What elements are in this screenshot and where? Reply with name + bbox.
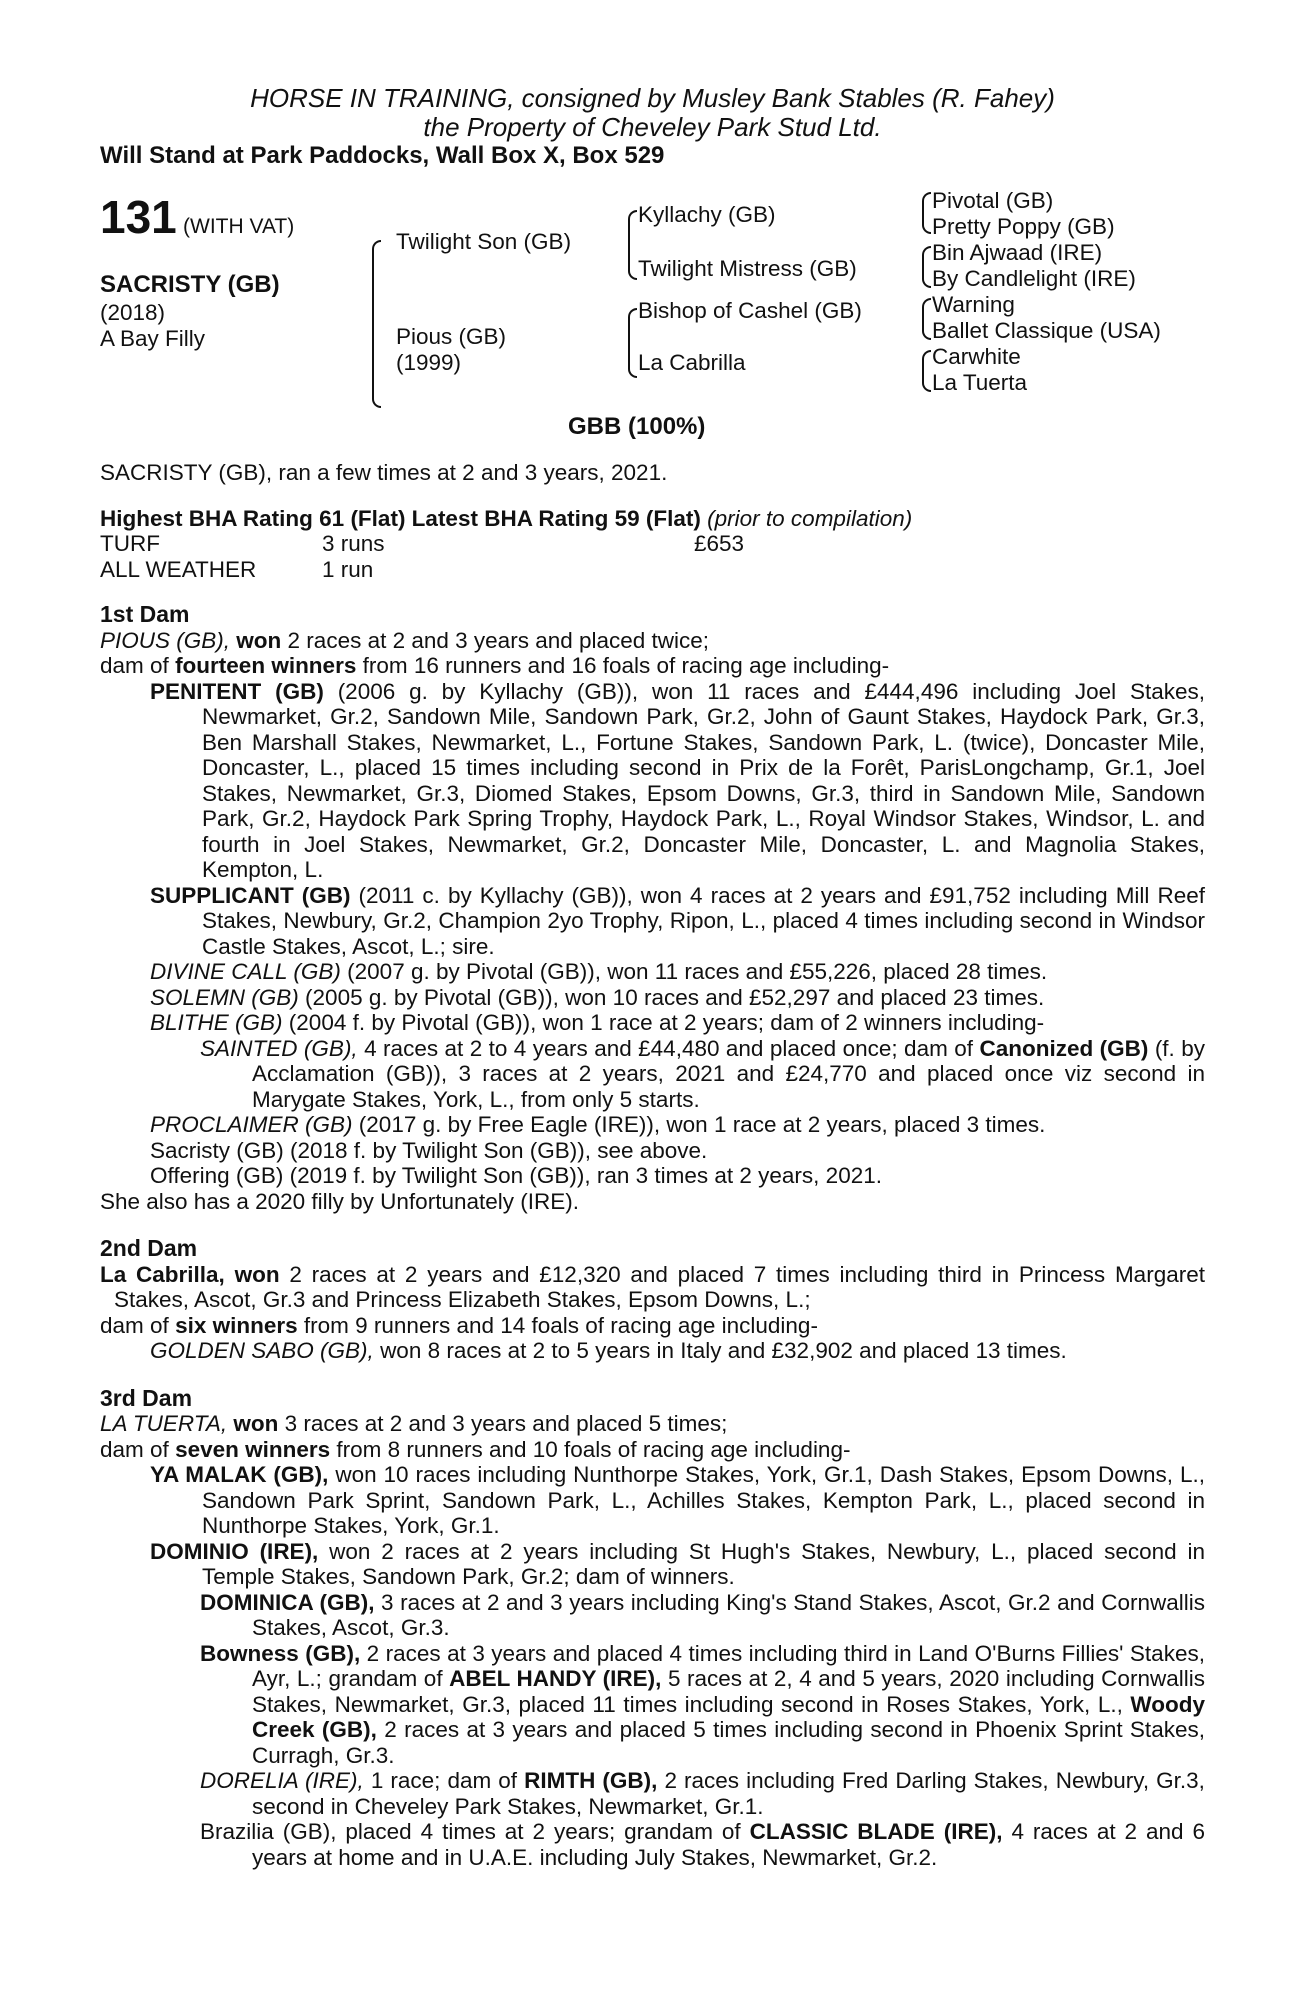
produce-entry: [100, 1590, 1205, 1641]
catalogue-page: [100, 84, 1205, 1870]
produce-record: 2 races at 3 years and placed 5 times including second in Phoenix Sprint Stakes, Curragh, Gr.3.: [252, 1717, 1205, 1768]
all-weather-runs: 1 run: [322, 556, 374, 582]
third-dam-section: [100, 1386, 1205, 1871]
produce-record: 2 races at 3 years and placed 4 times including third in Land O'Burns Fillies' Stakes, Ayr, L.; grandam of: [252, 1640, 1205, 1691]
sire-sire-dam: Pretty Poppy (GB): [932, 214, 1115, 239]
produce-record: (2011 c. by Kyllachy (GB)), won 4 races at 2 years and £91,752 including Mill Reef Stakes, Newbury, Gr.2, Champion 2yo Trophy, Ripon, L., placed 4 times including second in Windsor Castle Stakes, Ascot, L.; sire.: [202, 882, 1205, 959]
horse-year: (2018): [100, 300, 166, 325]
produce-entry: [100, 1462, 1205, 1539]
pedigree-bracket: [628, 210, 637, 280]
consignor-line: HORSE IN TRAINING, consigned by Musley Bank Stables (R. Fahey): [250, 83, 1055, 113]
produce-entry: [100, 1641, 1205, 1769]
produce-entry: [100, 985, 1205, 1011]
won-label: won: [233, 1411, 279, 1436]
produce-record: won 8 races at 2 to 5 years in Italy and £32,902 and placed 13 times.: [380, 1338, 1067, 1363]
horse-name: SACRISTY (GB): [100, 271, 280, 298]
sire-dam-dam: By Candlelight (IRE): [932, 266, 1136, 291]
all-weather-label: ALL WEATHER: [100, 556, 257, 582]
produce-record: won 2 races at 2 years including St Hugh's Stakes, Newbury, L., placed second in Temple Stakes, Sandown Park, Gr.2; dam of winners.: [202, 1538, 1205, 1589]
horse-name: RIMTH (GB),: [524, 1768, 658, 1793]
sire-sire: Kyllachy (GB): [638, 202, 776, 227]
dam-year: (1999): [396, 350, 462, 375]
bloodline-percentage: GBB (100%): [568, 413, 706, 440]
produce-prefix: dam of: [100, 1436, 169, 1462]
section-heading: 2nd Dam: [100, 1235, 198, 1261]
winners-count: fourteen winners: [175, 653, 357, 678]
produce-entry: [100, 883, 1205, 960]
horse-name: SUPPLICANT (GB): [150, 882, 351, 908]
produce-record: 3 races at 2 and 3 years including King's Stand Stakes, Ascot, Gr.2 and Cornwallis Stakes, Ascot, Gr.3.: [252, 1589, 1205, 1640]
horse-name: Bowness (GB),: [200, 1640, 361, 1666]
stand-line: Will Stand at Park Paddocks, Wall Box X, Box 529: [100, 142, 665, 169]
produce-record: (f. by Acclamation (GB)), 3 races at 2 years, 2021 and £24,770 and placed once viz second in Marygate Stakes, York, L., from only 5 starts.: [252, 1035, 1205, 1112]
section-heading: 3rd Dam: [100, 1384, 193, 1411]
dam-sire-sire: Warning: [932, 292, 1015, 317]
sire-dam: Twilight Mistress (GB): [638, 256, 857, 281]
produce-entry: [100, 1112, 1205, 1138]
produce-entry: [100, 1338, 1205, 1364]
horse-description: A Bay Filly: [100, 326, 206, 351]
property-line: the Property of Cheveley Park Stud Ltd.: [423, 112, 882, 142]
produce-record: 1 race; dam of: [370, 1768, 518, 1793]
horse-name: CLASSIC BLADE (IRE),: [749, 1819, 1003, 1844]
horse-name: DORELIA (IRE),: [200, 1768, 364, 1793]
pedigree-bracket: [922, 298, 931, 340]
won-label: won: [234, 1261, 280, 1287]
produce-summary: from 9 runners and 14 foals of racing age including-: [303, 1312, 818, 1338]
produce-record: (2005 g. by Pivotal (GB)), won 10 races and £52,297 and placed 23 times.: [305, 984, 1045, 1010]
sire-name: Twilight Son (GB): [396, 229, 572, 254]
sire-sire-sire: Pivotal (GB): [932, 188, 1054, 213]
produce-record: 5 races at 2, 4 and 5 years, 2020 including Cornwallis Stakes, Newmarket, Gr.3, placed 11 times including second in Roses Stakes, York, L.,: [252, 1666, 1205, 1717]
won-label: won: [236, 627, 282, 653]
rating-block: [100, 506, 1205, 583]
dam-sire: Bishop of Cashel (GB): [638, 298, 862, 323]
dam-sire-dam: Ballet Classique (USA): [932, 318, 1161, 343]
produce-record: won 10 races including Nunthorpe Stakes, York, Gr.1, Dash Stakes, Epsom Downs, L., Sandown Park Sprint, Sandown Park, L., Achilles Stakes, Kempton Park, L., placed second in Nunthorpe Stakes, York, Gr.1.: [202, 1462, 1205, 1538]
produce-record: (2017 g. by Free Eagle (IRE)), won 1 race at 2 years, placed 3 times.: [358, 1112, 1046, 1137]
lot-number-block: [100, 191, 295, 243]
horse-name: SAINTED (GB),: [200, 1035, 358, 1061]
produce-record: (2006 g. by Kyllachy (GB)), won 11 races and £444,496 including Joel Stakes, Newmarket, Gr.2, Sandown Mile, Sandown Park, Gr.2, John of Gaunt Stakes, Haydock Park, Gr.3, Ben Marshall Stakes, Newmarket, L., Fortune Stakes, Sandown Park, L. (twice), Doncaster Mile, Doncaster, L., placed 15 times including second in Prix de la Forêt, ParisLongchamp, Gr.1, Joel Stakes, Newmarket, Gr.3, Diomed Stakes, Epsom Downs, Gr.3, third in Sandown Mile, Sandown Park, Gr.2, Haydock Park Spring Trophy, Haydock Park, L., Royal Windsor Stakes, Windsor, L. and fourth in Joel Stakes, Newmarket, Gr.2, Doncaster Mile, Doncaster, L. and Magnolia Stakes, Kempton, L.: [202, 678, 1205, 882]
section-heading: 1st Dam: [100, 601, 190, 627]
horse-name: Canonized (GB): [979, 1035, 1149, 1061]
race-summary: SACRISTY (GB), ran a few times at 2 and 3 years, 2021.: [100, 460, 668, 485]
second-dam-section: [100, 1236, 1205, 1364]
produce-entry: [100, 1768, 1205, 1819]
dam-record: 2 races at 2 and 3 years and placed twice;: [287, 627, 710, 653]
dam-name: PIOUS (GB),: [100, 627, 231, 653]
produce-summary: from 16 runners and 16 foals of racing age including-: [362, 653, 890, 678]
pedigree-bracket: [922, 246, 931, 288]
produce-record: (2007 g. by Pivotal (GB)), won 11 races and £55,226, placed 28 times.: [347, 959, 1048, 984]
produce-entry: [100, 679, 1205, 883]
produce-record: 2 races including Fred Darling Stakes, Newbury, Gr.3, second in Cheveley Park Stakes, Newmarket, Gr.1.: [252, 1768, 1205, 1819]
dam-dam-dam: La Tuerta: [932, 370, 1028, 395]
dam-record: 2 races at 2 years and £12,320 and placed 7 times including third in Princess Margaret Stakes, Ascot, Gr.3 and Princess Elizabeth Stakes, Epsom Downs, L.;: [114, 1261, 1205, 1312]
winners-count: seven winners: [175, 1436, 331, 1462]
dam-name: Pious (GB): [396, 324, 507, 349]
dam-name: LA TUERTA,: [100, 1411, 228, 1436]
rating-text: Highest BHA Rating 61 (Flat) Latest BHA Rating 59 (Flat): [100, 505, 701, 531]
produce-record: 4 races at 2 to 4 years and £44,480 and placed once; dam of: [364, 1035, 974, 1061]
horse-name: DOMINIO (IRE),: [150, 1538, 319, 1564]
dam-name: La Cabrilla,: [100, 1261, 225, 1287]
vat-label: (WITH VAT): [183, 215, 295, 238]
horse-name: PROCLAIMER (GB): [150, 1112, 353, 1137]
produce-summary: from 8 runners and 10 foals of racing age including-: [336, 1436, 851, 1462]
dam-dam: La Cabrilla: [638, 350, 746, 375]
produce-record: (2004 f. by Pivotal (GB)), won 1 race at 2 years; dam of 2 winners including-: [288, 1010, 1045, 1035]
pedigree-table: [100, 188, 1205, 438]
produce-entry: Sacristy (GB) (2018 f. by Twilight Son (GB)), see above.: [150, 1137, 708, 1163]
horse-name: SOLEMN (GB): [150, 984, 299, 1010]
produce-entry: [100, 1036, 1205, 1113]
produce-prefix: dam of: [100, 1312, 169, 1338]
turf-prize: £653: [694, 531, 745, 556]
pedigree-bracket: [922, 192, 931, 234]
produce-entry: [100, 1010, 1205, 1036]
horse-name: BLITHE (GB): [150, 1010, 283, 1035]
pedigree-bracket: [372, 240, 381, 408]
pedigree-bracket: [922, 350, 931, 392]
horse-name: DOMINICA (GB),: [200, 1589, 375, 1615]
produce-entry: [100, 1819, 1205, 1870]
dam-record-para: [100, 1262, 1205, 1313]
horse-name: DIVINE CALL (GB): [150, 959, 341, 984]
lot-number: 131: [100, 191, 177, 243]
horse-name: YA MALAK (GB),: [150, 1462, 329, 1487]
produce-prefix: dam of: [100, 653, 169, 678]
rating-note: (prior to compilation): [707, 505, 913, 531]
horse-name: ABEL HANDY (IRE),: [449, 1666, 662, 1691]
pedigree-bracket: [628, 308, 637, 378]
produce-entry: Offering (GB) (2019 f. by Twilight Son (GB)), ran 3 times at 2 years, 2021.: [150, 1163, 882, 1188]
dam-dam-sire: Carwhite: [932, 344, 1021, 369]
turf-row: [100, 531, 1205, 557]
produce-record: Brazilia (GB), placed 4 times at 2 years; grandam of: [200, 1819, 741, 1844]
produce-note: She also has a 2020 filly by Unfortunately (IRE).: [100, 1188, 579, 1214]
sire-dam-sire: Bin Ajwaad (IRE): [932, 240, 1103, 265]
horse-name: Woody Creek (GB),: [252, 1691, 1205, 1742]
horse-name: PENITENT (GB): [150, 678, 324, 704]
produce-entry: [100, 1539, 1205, 1590]
produce-entry: [100, 959, 1205, 985]
turf-label: TURF: [100, 531, 160, 556]
winners-count: six winners: [175, 1312, 298, 1338]
turf-runs: 3 runs: [322, 531, 385, 556]
horse-name: GOLDEN SABO (GB),: [150, 1338, 374, 1363]
produce-record: 4 races at 2 and 6 years at home and in U.A.E. including July Stakes, Newmarket, Gr.2.: [252, 1819, 1205, 1870]
all-weather-row: [100, 557, 1205, 583]
first-dam-section: [100, 602, 1205, 1214]
dam-record: 3 races at 2 and 3 years and placed 5 times;: [284, 1411, 728, 1436]
